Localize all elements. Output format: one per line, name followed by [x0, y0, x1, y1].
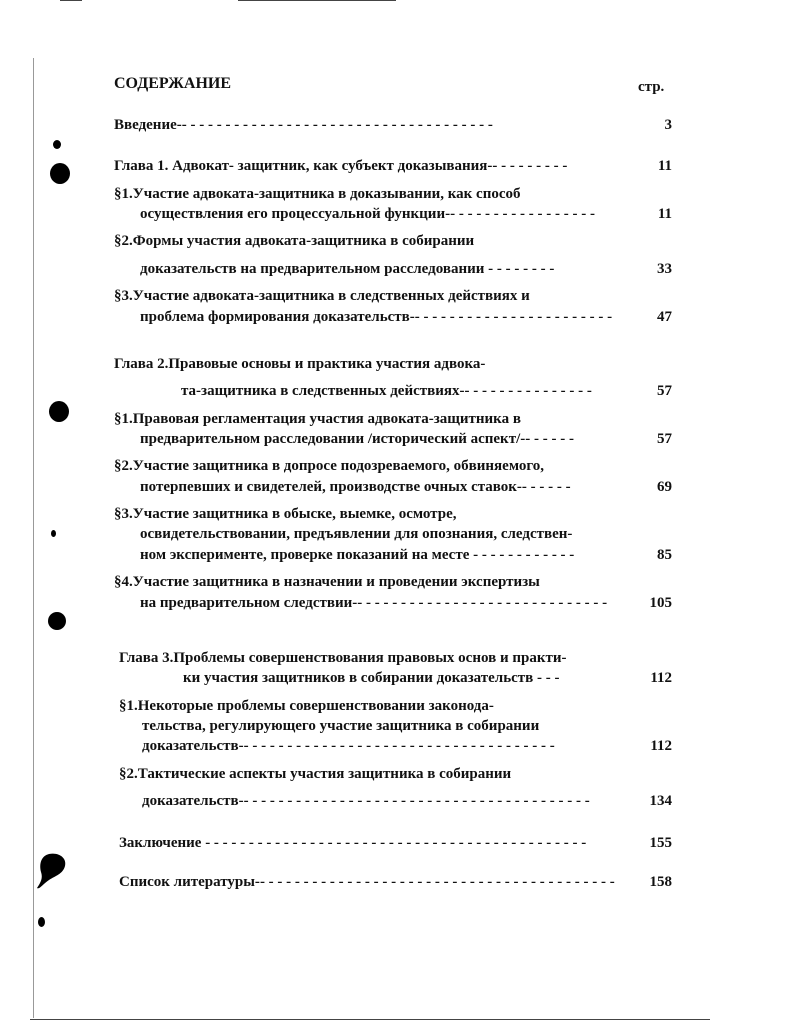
toc-chapter-3-line-2: ки участия защитников в собирании доказательств - - -: [183, 670, 560, 686]
page-number: 155: [649, 835, 672, 851]
scan-top-mark-2: [238, 0, 396, 1]
toc-section-3-2-line-1: §2.Тактические аспекты участия защитника в собирании: [119, 766, 512, 782]
toc-section-2-3-line-3: ном эксперименте, проверке показаний на месте - - - - - - - - - - - -: [140, 547, 575, 563]
leader-dashes: - - - - - - - - - - - -: [473, 547, 575, 563]
toc-section-2-4-line-1: §4.Участие защитника в назначении и проведении экспертизы: [114, 574, 540, 590]
page-number: 57: [657, 431, 672, 447]
leader-dashes: - - - - - - - - - - - - - - -: [464, 383, 592, 399]
page-number: 11: [657, 158, 672, 174]
toc-entry-text: Список литературы-: [119, 874, 260, 890]
page-number: 112: [650, 738, 672, 754]
toc-section-1-3-line-1: §3.Участие адвоката-защитника в следственных действиях и: [114, 288, 530, 304]
toc-chapter-2-line-2: та-защитника в следственных действиях-- - - - - - - - - - - - - - -: [181, 383, 592, 399]
page-number: 158: [649, 874, 672, 890]
leader-dashes: - - - - - - - - - - - - - - - - - - - - - - -: [414, 309, 613, 325]
punch-hole-3: [49, 401, 69, 422]
toc-section-1-1-line-2: осуществления его процессуальной функции-- - - - - - - - - - - - - - - - -: [140, 206, 595, 222]
leader-dashes: - - - - - - - - - - - - - - - - - - - - - - - - - - - - -: [357, 595, 608, 611]
toc-section-2-4-line-2: на предварительном следствии-- - - - - - - - - - - - - - - - - - - - - - - - - - - - -: [140, 595, 608, 611]
toc-entry-text: Заключение: [119, 835, 202, 851]
toc-section-3-2-line-2: доказательств-- - - - - - - - - - - - - - - - - - - - - - - - - - - - - - - - - - - - - - - -: [142, 793, 590, 809]
leader-dashes: - - - - - -: [521, 479, 571, 495]
page-number: 105: [649, 595, 672, 611]
punch-hole-1: [53, 140, 61, 149]
toc-chapter-2-line-1: Глава 2.Правовые основы и практика участия адвока-: [114, 356, 486, 372]
leader-dashes: - - - - - - - - - - - - - - - - - - - - - - - - - - - - - - - - - - - -: [243, 738, 555, 754]
punch-hole-5: [48, 612, 66, 630]
page-number: 11: [657, 206, 672, 222]
page-number: 112: [650, 670, 672, 686]
toc-entry-conclusion: [119, 834, 586, 852]
leader-dashes: - - - - - - - - - - - - - - - - - - - - - - - - - - - - - - - - - - - - - - - - - - - -: [205, 835, 587, 851]
leader-dashes: - - - - - - - -: [488, 261, 555, 277]
leader-dashes: - - - - - - - - - - - - - - - - - - - - - - - - - - - - - - - - - - - - - - - - -: [259, 874, 615, 890]
leader-dashes: - - - - - - - - - - - - - - - - - - - - - - - - - - - - - - - - - - - -: [181, 117, 493, 133]
toc-section-2-3-line-1: §3.Участие защитника в обыске, выемке, осмотре,: [114, 506, 457, 522]
toc-section-2-2-line-2: потерпевших и свидетелей, производстве очных ставок-- - - - - -: [140, 479, 571, 495]
page-number: 47: [657, 309, 672, 325]
toc-section-2-1-line-1: §1.Правовая регламентация участия адвоката-защитника в: [114, 411, 521, 427]
toc-section-3-1-line-2: тельства, регулирующего участие защитника в собирании: [142, 718, 540, 734]
page-number: 57: [657, 383, 672, 399]
page-number: 69: [657, 479, 672, 495]
leader-dashes: - - - - - - - - -: [492, 158, 568, 174]
toc-entry-text: Глава 1. Адвокат- защитник, как субъект доказывания-: [114, 158, 493, 174]
toc-entry-intro: [114, 116, 493, 134]
toc-section-2-2-line-1: §2.Участие защитника в допросе подозреваемого, обвиняемого,: [114, 458, 545, 474]
scan-left-border: [33, 58, 34, 1018]
punch-hole-4: [51, 530, 56, 537]
toc-chapter-3-line-1: Глава 3.Проблемы совершенствования правовых основ и практи-: [119, 650, 567, 666]
toc-section-1-1-line-1: §1.Участие адвоката-защитника в доказывании, как способ: [114, 186, 521, 202]
toc-section-2-3-line-2: освидетельствовании, предъявлении для опознания, следствен-: [140, 526, 573, 542]
leader-dashes: - - - - - - - - - - - - - - - - - - - - - - - - - - - - - - - - - - - - - - - -: [243, 793, 590, 809]
leader-dashes: - - - - - -: [525, 431, 574, 447]
page-number: 85: [657, 547, 672, 563]
toc-section-1-2-line-2: доказательств на предварительном расследовании - - - - - - - -: [140, 261, 555, 277]
leader-dashes: - - - - - - - - - - - - - - - - -: [450, 206, 595, 222]
ink-blot: [35, 852, 69, 892]
page-number: 33: [657, 261, 672, 277]
punch-hole-2: [50, 163, 70, 184]
page-column-label: стр.: [638, 79, 665, 95]
punch-hole-6: [38, 917, 45, 927]
toc-section-3-1-line-3: доказательств-- - - - - - - - - - - - - - - - - - - - - - - - - - - - - - - - - - - -: [142, 738, 555, 754]
toc-section-2-1-line-2: предварительном расследовании /исторический аспект/-- - - - - -: [140, 431, 574, 447]
toc-chapter-1: [114, 157, 567, 175]
toc-entry-bibliography: [119, 873, 615, 891]
page-title: СОДЕРЖАНИЕ: [114, 75, 232, 92]
toc-section-1-2-line-1: §2.Формы участия адвоката-защитника в собирании: [114, 233, 475, 249]
leader-dashes: - - -: [537, 670, 560, 686]
page-number: 134: [649, 793, 672, 809]
toc-section-1-3-line-2: проблема формирования доказательств-- - - - - - - - - - - - - - - - - - - - - - -: [140, 309, 613, 325]
scan-top-mark-1: [60, 0, 82, 1]
scan-bottom-border: [30, 1019, 710, 1020]
toc-section-3-1-line-1: §1.Некоторые проблемы совершенствовании законода-: [119, 698, 494, 714]
toc-entry-text: Введение-: [114, 117, 182, 133]
page-number: 3: [664, 117, 672, 133]
